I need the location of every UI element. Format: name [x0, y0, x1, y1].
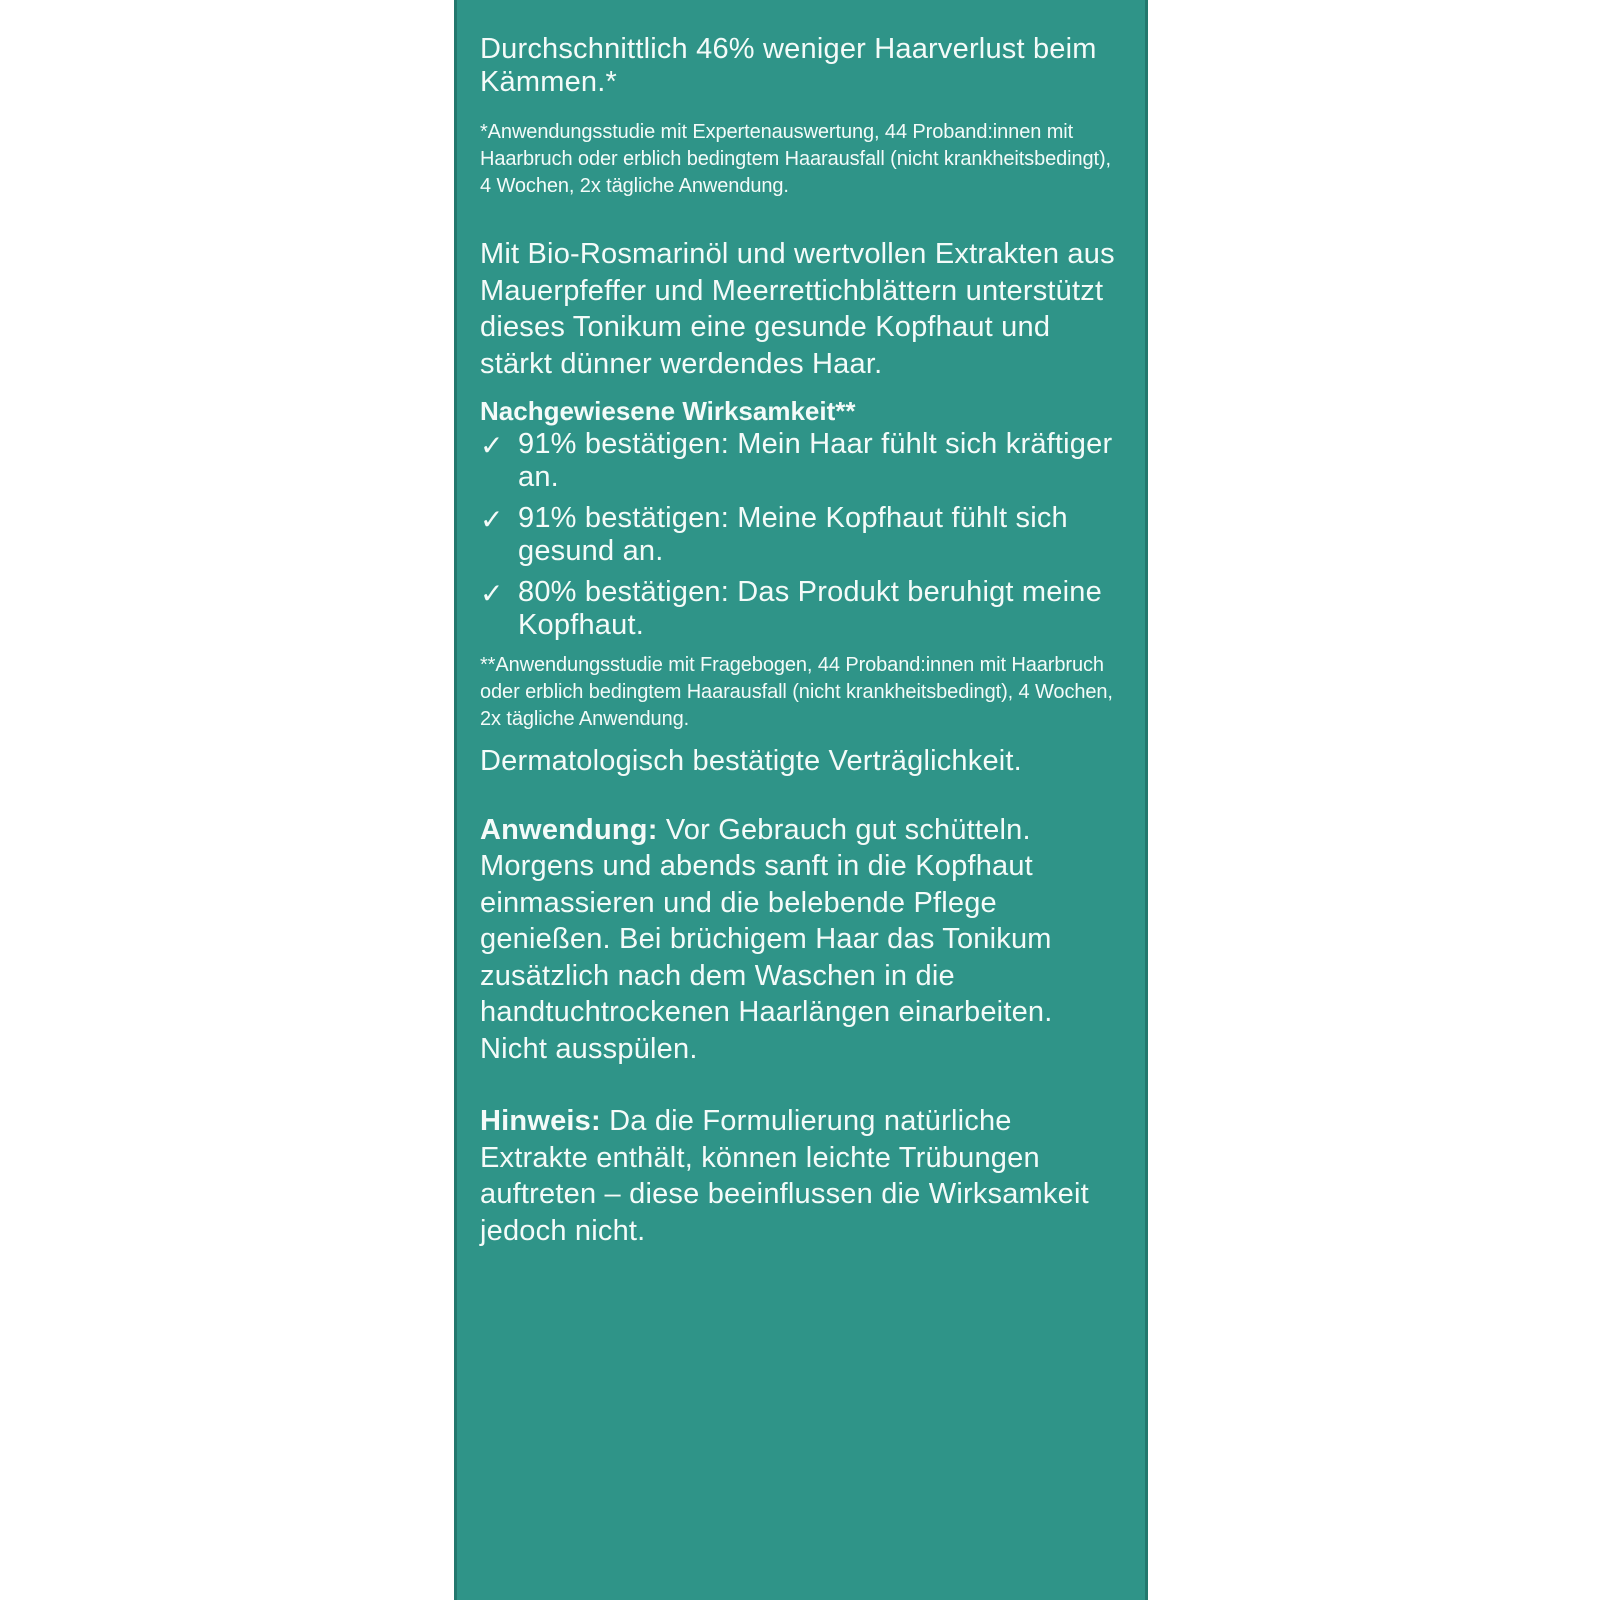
efficacy-item: [480, 576, 1124, 642]
usage-label: Anwendung:: [480, 813, 658, 846]
efficacy-footnote: **Anwendungsstudie mit Fragebogen, 44 Proband:innen mit Haarbruch oder erblich bedingtem Haarausfall (nicht krankheitsbedingt), 4 Wochen, 2x tägliche Anwendung.: [480, 654, 1113, 730]
tolerance-statement: Dermatologisch bestätigte Verträglichkeit.: [480, 745, 1022, 777]
usage-instructions: [480, 812, 1124, 1068]
efficacy-item: [480, 428, 1124, 494]
product-description: Mit Bio-Rosmarinöl und wertvollen Extrakten aus Mauerpfeffer und Meerrettichblättern unterstützt dieses Tonikum eine gesunde Kopfhaut und stärkt dünner werdendes Haar.: [480, 238, 1115, 380]
headline-claim: Durchschnittlich 46% weniger Haarverlust beim Kämmen.*: [480, 33, 1097, 98]
panel-right-edge: [1145, 0, 1148, 1600]
product-info-panel: [454, 0, 1148, 1600]
checkmark-icon: ✓: [480, 504, 504, 535]
efficacy-item-text: 80% bestätigen: Das Produkt beruhigt meine Kopfhaut.: [518, 576, 1102, 641]
efficacy-item-text: 91% bestätigen: Meine Kopfhaut fühlt sich gesund an.: [518, 502, 1068, 567]
notice: [480, 1103, 1124, 1249]
efficacy-item-text: 91% bestätigen: Mein Haar fühlt sich kräftiger an.: [518, 428, 1113, 493]
usage-text: Vor Gebrauch gut schütteln. Morgens und abends sanft in die Kopfhaut einmassieren und die belebende Pflege genießen. Bei brüchigem Haar das Tonikum zusätzlich nach dem Waschen in die handtuchtrockenen Haarlängen einarbeiten. Nicht ausspülen.: [480, 813, 1053, 1065]
notice-label: Hinweis:: [480, 1105, 601, 1137]
efficacy-heading: Nachgewiesene Wirksamkeit**: [480, 396, 856, 426]
notice-text: Da die Formulierung natürliche Extrakte enthält, können leichte Trübungen auftreten – diese beeinflussen die Wirksamkeit jedoch nicht.: [480, 1105, 1089, 1247]
efficacy-item: [480, 502, 1124, 568]
efficacy-list: [480, 428, 1124, 642]
claim-footnote: *Anwendungsstudie mit Expertenauswertung, 44 Proband:innen mit Haarbruch oder erblich bedingtem Haarausfall (nicht krankheitsbedingt), 4 Wochen, 2x tägliche Anwendung.: [480, 121, 1112, 197]
checkmark-icon: ✓: [480, 578, 504, 609]
panel-left-edge: [454, 0, 457, 1600]
checkmark-icon: ✓: [480, 430, 504, 461]
